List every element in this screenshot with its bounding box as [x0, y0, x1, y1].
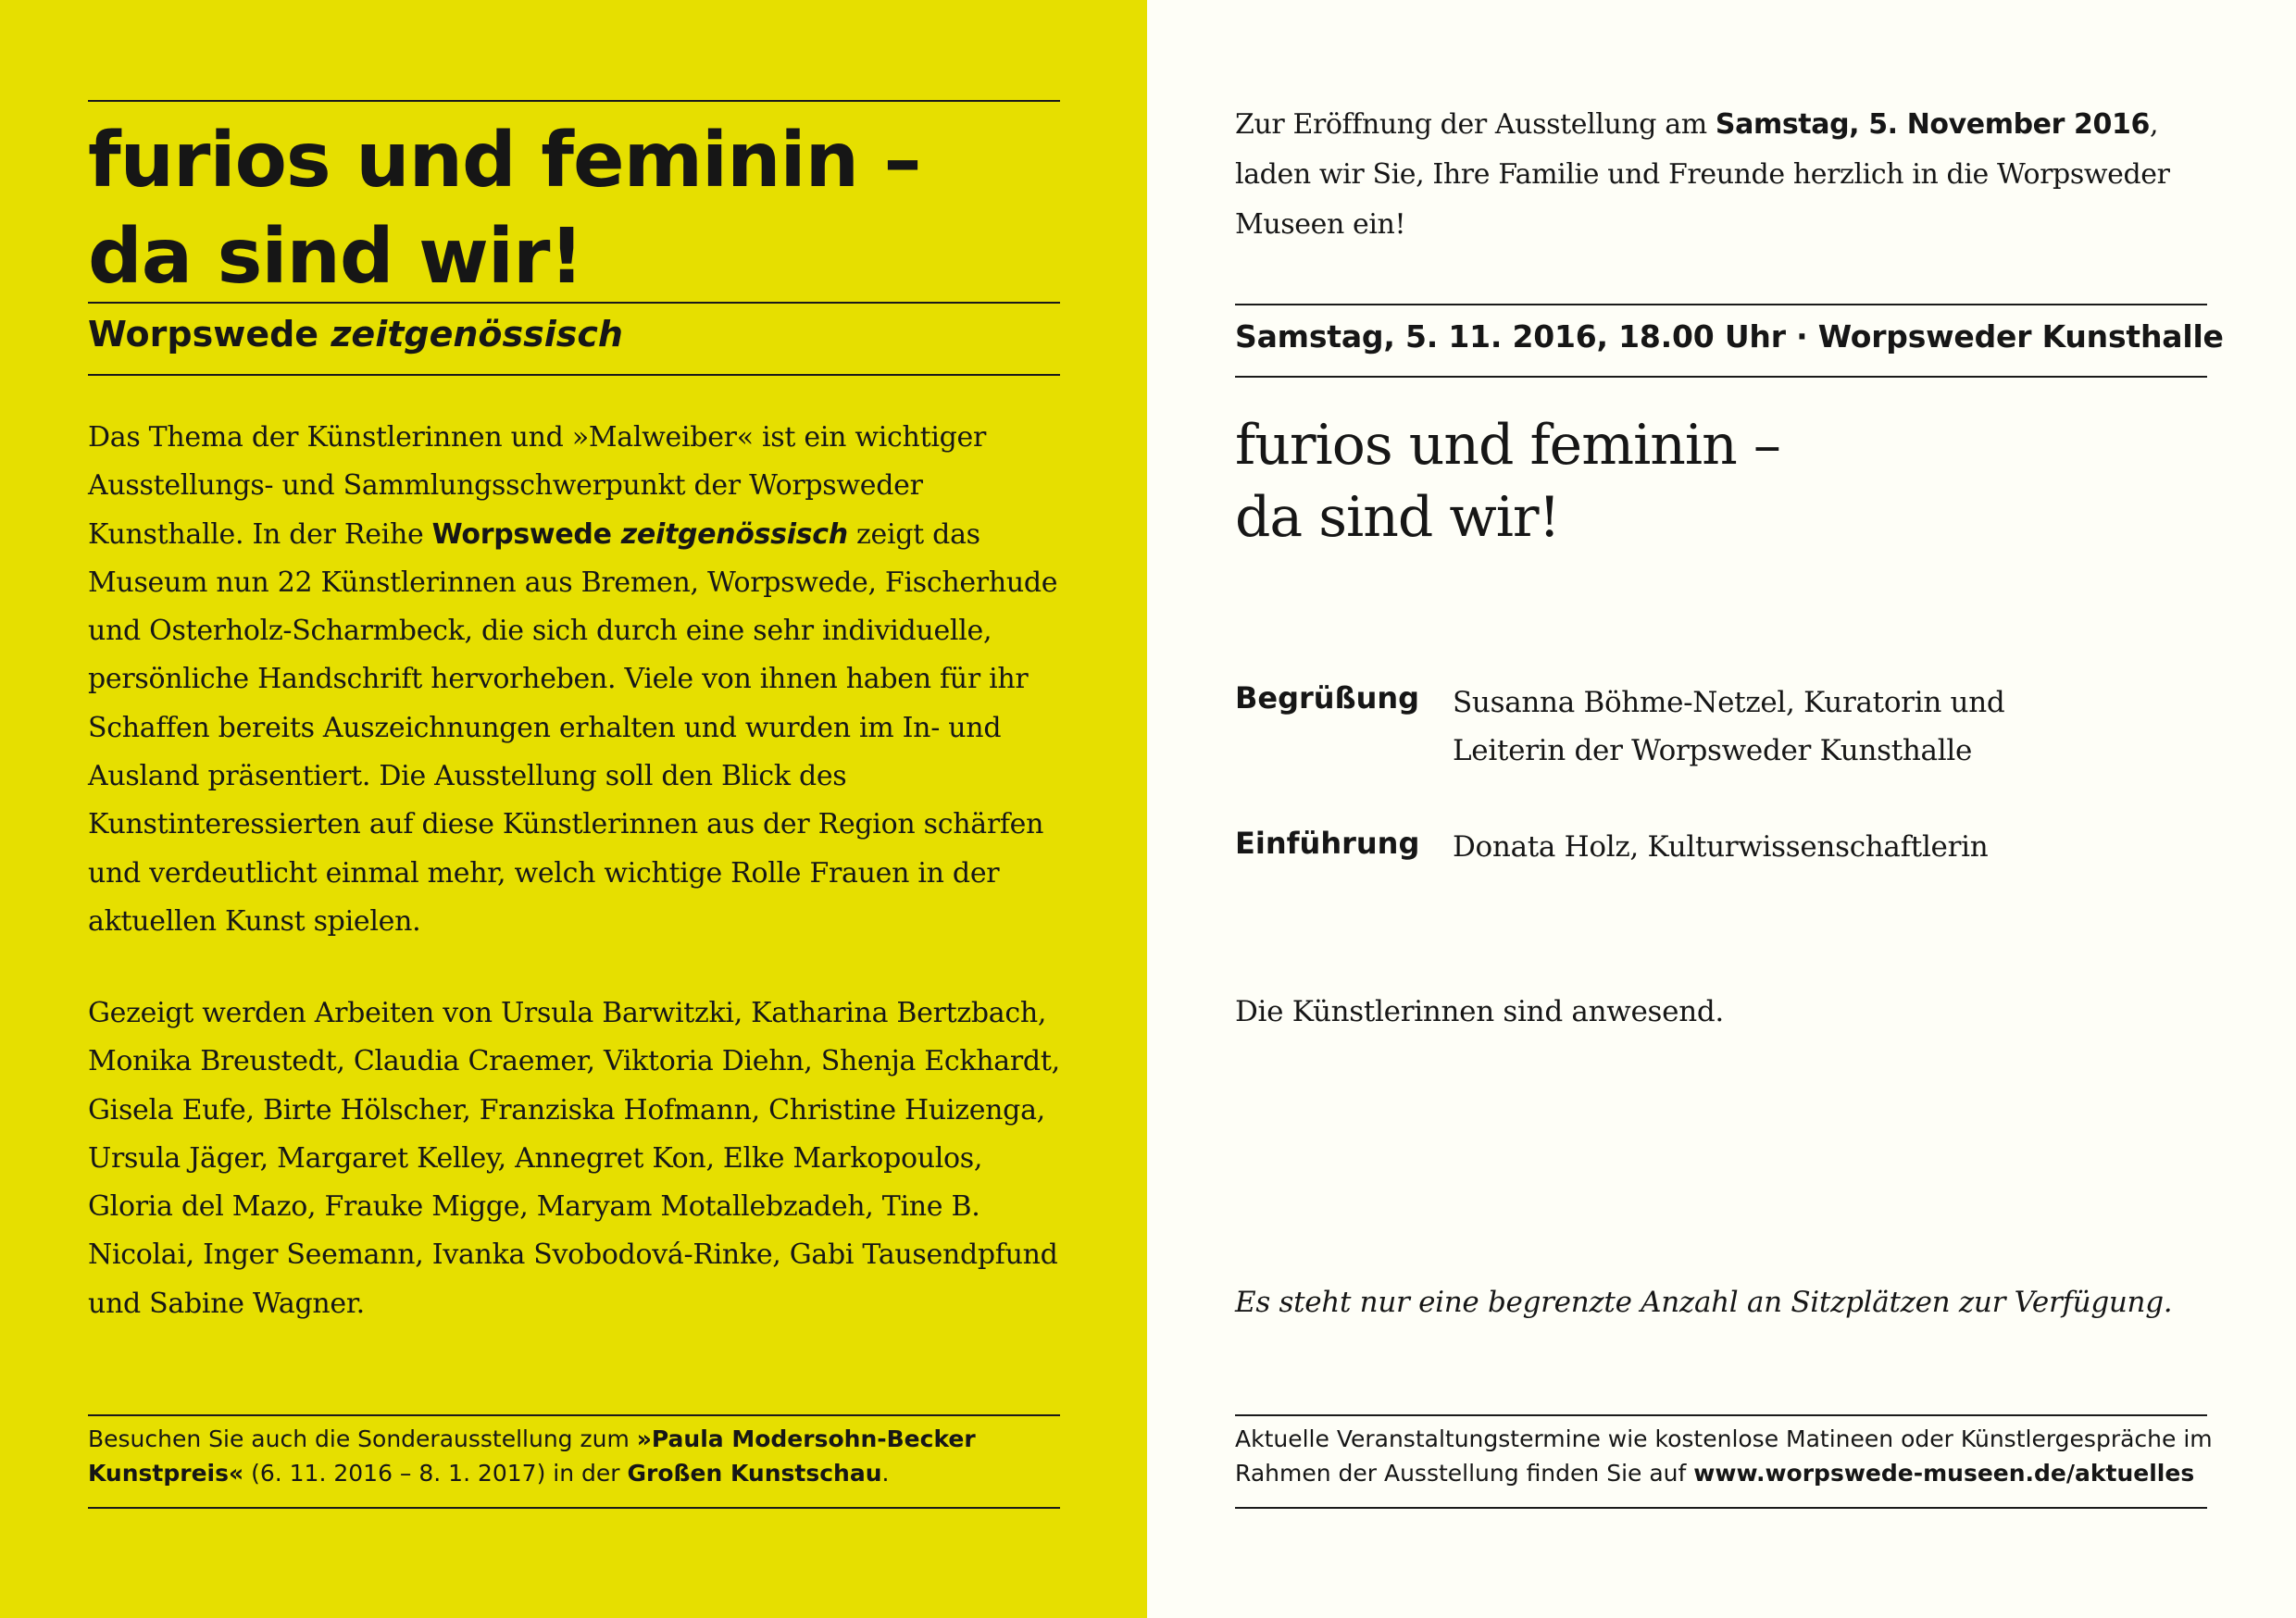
- title-line-1: furios und feminin –: [1235, 413, 1780, 478]
- footer-text: .: [881, 1460, 890, 1487]
- invitation-text: [1235, 100, 2189, 250]
- footer-text: Aktuelle Veranstaltungstermine wie kostenlose Matineen oder Künstlergespräche im Rahmen der Ausstellung finden Sie auf: [1235, 1425, 2213, 1487]
- website-link[interactable]: www.worpswede-museen.de/aktuelles: [1693, 1460, 2195, 1487]
- program-label-welcome: Begrüßung: [1235, 680, 1420, 716]
- title-line-2: da sind wir!: [88, 213, 583, 301]
- footer-text: (6. 11. 2016 – 8. 1. 2017) in der: [243, 1460, 628, 1487]
- right-panel: [1147, 0, 2296, 1618]
- series-subtitle: [88, 314, 623, 355]
- divider: [1235, 1507, 2207, 1509]
- intro-paragraph: [88, 414, 1069, 946]
- program-value-introduction: Donata Holz, Kulturwissenschaftlerin: [1453, 830, 1989, 864]
- invite-text: , laden wir Sie, Ihre Familie und Freunde herzlich in die Worpsweder Museen ein!: [1235, 108, 2170, 241]
- seating-note: Es steht nur eine begrenzte Anzahl an Sitzplätzen zur Verfügung.: [1235, 1286, 2173, 1319]
- paragraph-text: Das Thema der Künstlerinnen und »Malweiber« ist ein wichtiger Ausstellungs- und Sammlungsschwerpunkt der Worpsweder Kunsthalle. In der Reihe: [88, 421, 987, 551]
- divider: [88, 100, 1060, 102]
- left-footer-note: [88, 1422, 1069, 1490]
- exhibition-title: [88, 113, 1060, 305]
- subtitle-plain: Worpswede: [88, 314, 331, 355]
- series-name: Worpswede: [431, 517, 621, 551]
- title-line-1: furios und feminin –: [88, 117, 921, 205]
- opening-date: Samstag, 5. November 2016: [1715, 108, 2150, 141]
- divider: [1235, 376, 2207, 378]
- program-label-introduction: Einführung: [1235, 826, 1420, 861]
- title-line-2: da sind wir!: [1235, 485, 1560, 550]
- artists-present-note: Die Künstlerinnen sind anwesend.: [1235, 995, 1724, 1028]
- program-value-welcome: Susanna Böhme-Netzel, Kuratorin und Leiterin der Worpsweder Kunsthalle: [1453, 686, 2005, 767]
- subtitle-italic: zeitgenössisch: [331, 314, 623, 355]
- invite-text: Zur Eröffnung der Ausstellung am: [1235, 108, 1716, 141]
- venue-name: Großen Kunstschau: [627, 1460, 882, 1487]
- exhibition-title-right: [1235, 409, 1780, 554]
- prize-name: »Paula Modersohn-Becker Kunstpreis«: [88, 1425, 976, 1487]
- divider: [88, 1507, 1060, 1509]
- divider: [88, 302, 1060, 304]
- date-venue: Samstag, 5. 11. 2016, 18.00 Uhr · Worpsweder Kunsthalle: [1235, 318, 2224, 355]
- right-footer-note: [1235, 1422, 2226, 1490]
- divider: [88, 1414, 1060, 1416]
- left-panel: [0, 0, 1147, 1618]
- artists-paragraph: Gezeigt werden Arbeiten von Ursula Barwitzki, Katharina Bertzbach, Monika Breustedt, Claudia Craemer, Viktoria Diehn, Shenja Eckhardt, Gisela Eufe, Birte Hölscher, Franziska Hofmann, Christine Huizenga, Ursula Jäger, Margaret Kelley, Annegret Kon, Elke Markopoulos, Gloria del Mazo, Frauke Migge, Maryam Motallebzadeh, Tine B. Nicolai, Inger Seemann, Ivanka Svobodová-Rinke, Gabi Tausendpfund und Sabine Wagner.: [88, 997, 1060, 1320]
- divider: [88, 374, 1060, 376]
- paragraph-text: zeigt das Museum nun 22 Künstlerinnen aus Bremen, Worpswede, Fischerhude und Osterholz-Scharmbeck, die sich durch eine sehr individuelle, persönliche Handschrift hervorheben. Viele von ihnen haben für ihr Schaffen bereits Auszeichnungen erhalten und wurden im In- und Ausland präsentiert. Die Ausstellung soll den Blick des Kunstinteressierten auf diese Künstlerinnen aus der Region schärfen und verdeutlicht einmal mehr, welch wichtige Rolle Frauen in der aktuellen Kunst spielen.: [88, 517, 1058, 938]
- divider: [1235, 304, 2207, 305]
- footer-text: Besuchen Sie auch die Sonderausstellung zum: [88, 1425, 637, 1452]
- series-name-italic: zeitgenössisch: [620, 517, 848, 551]
- divider: [1235, 1414, 2207, 1416]
